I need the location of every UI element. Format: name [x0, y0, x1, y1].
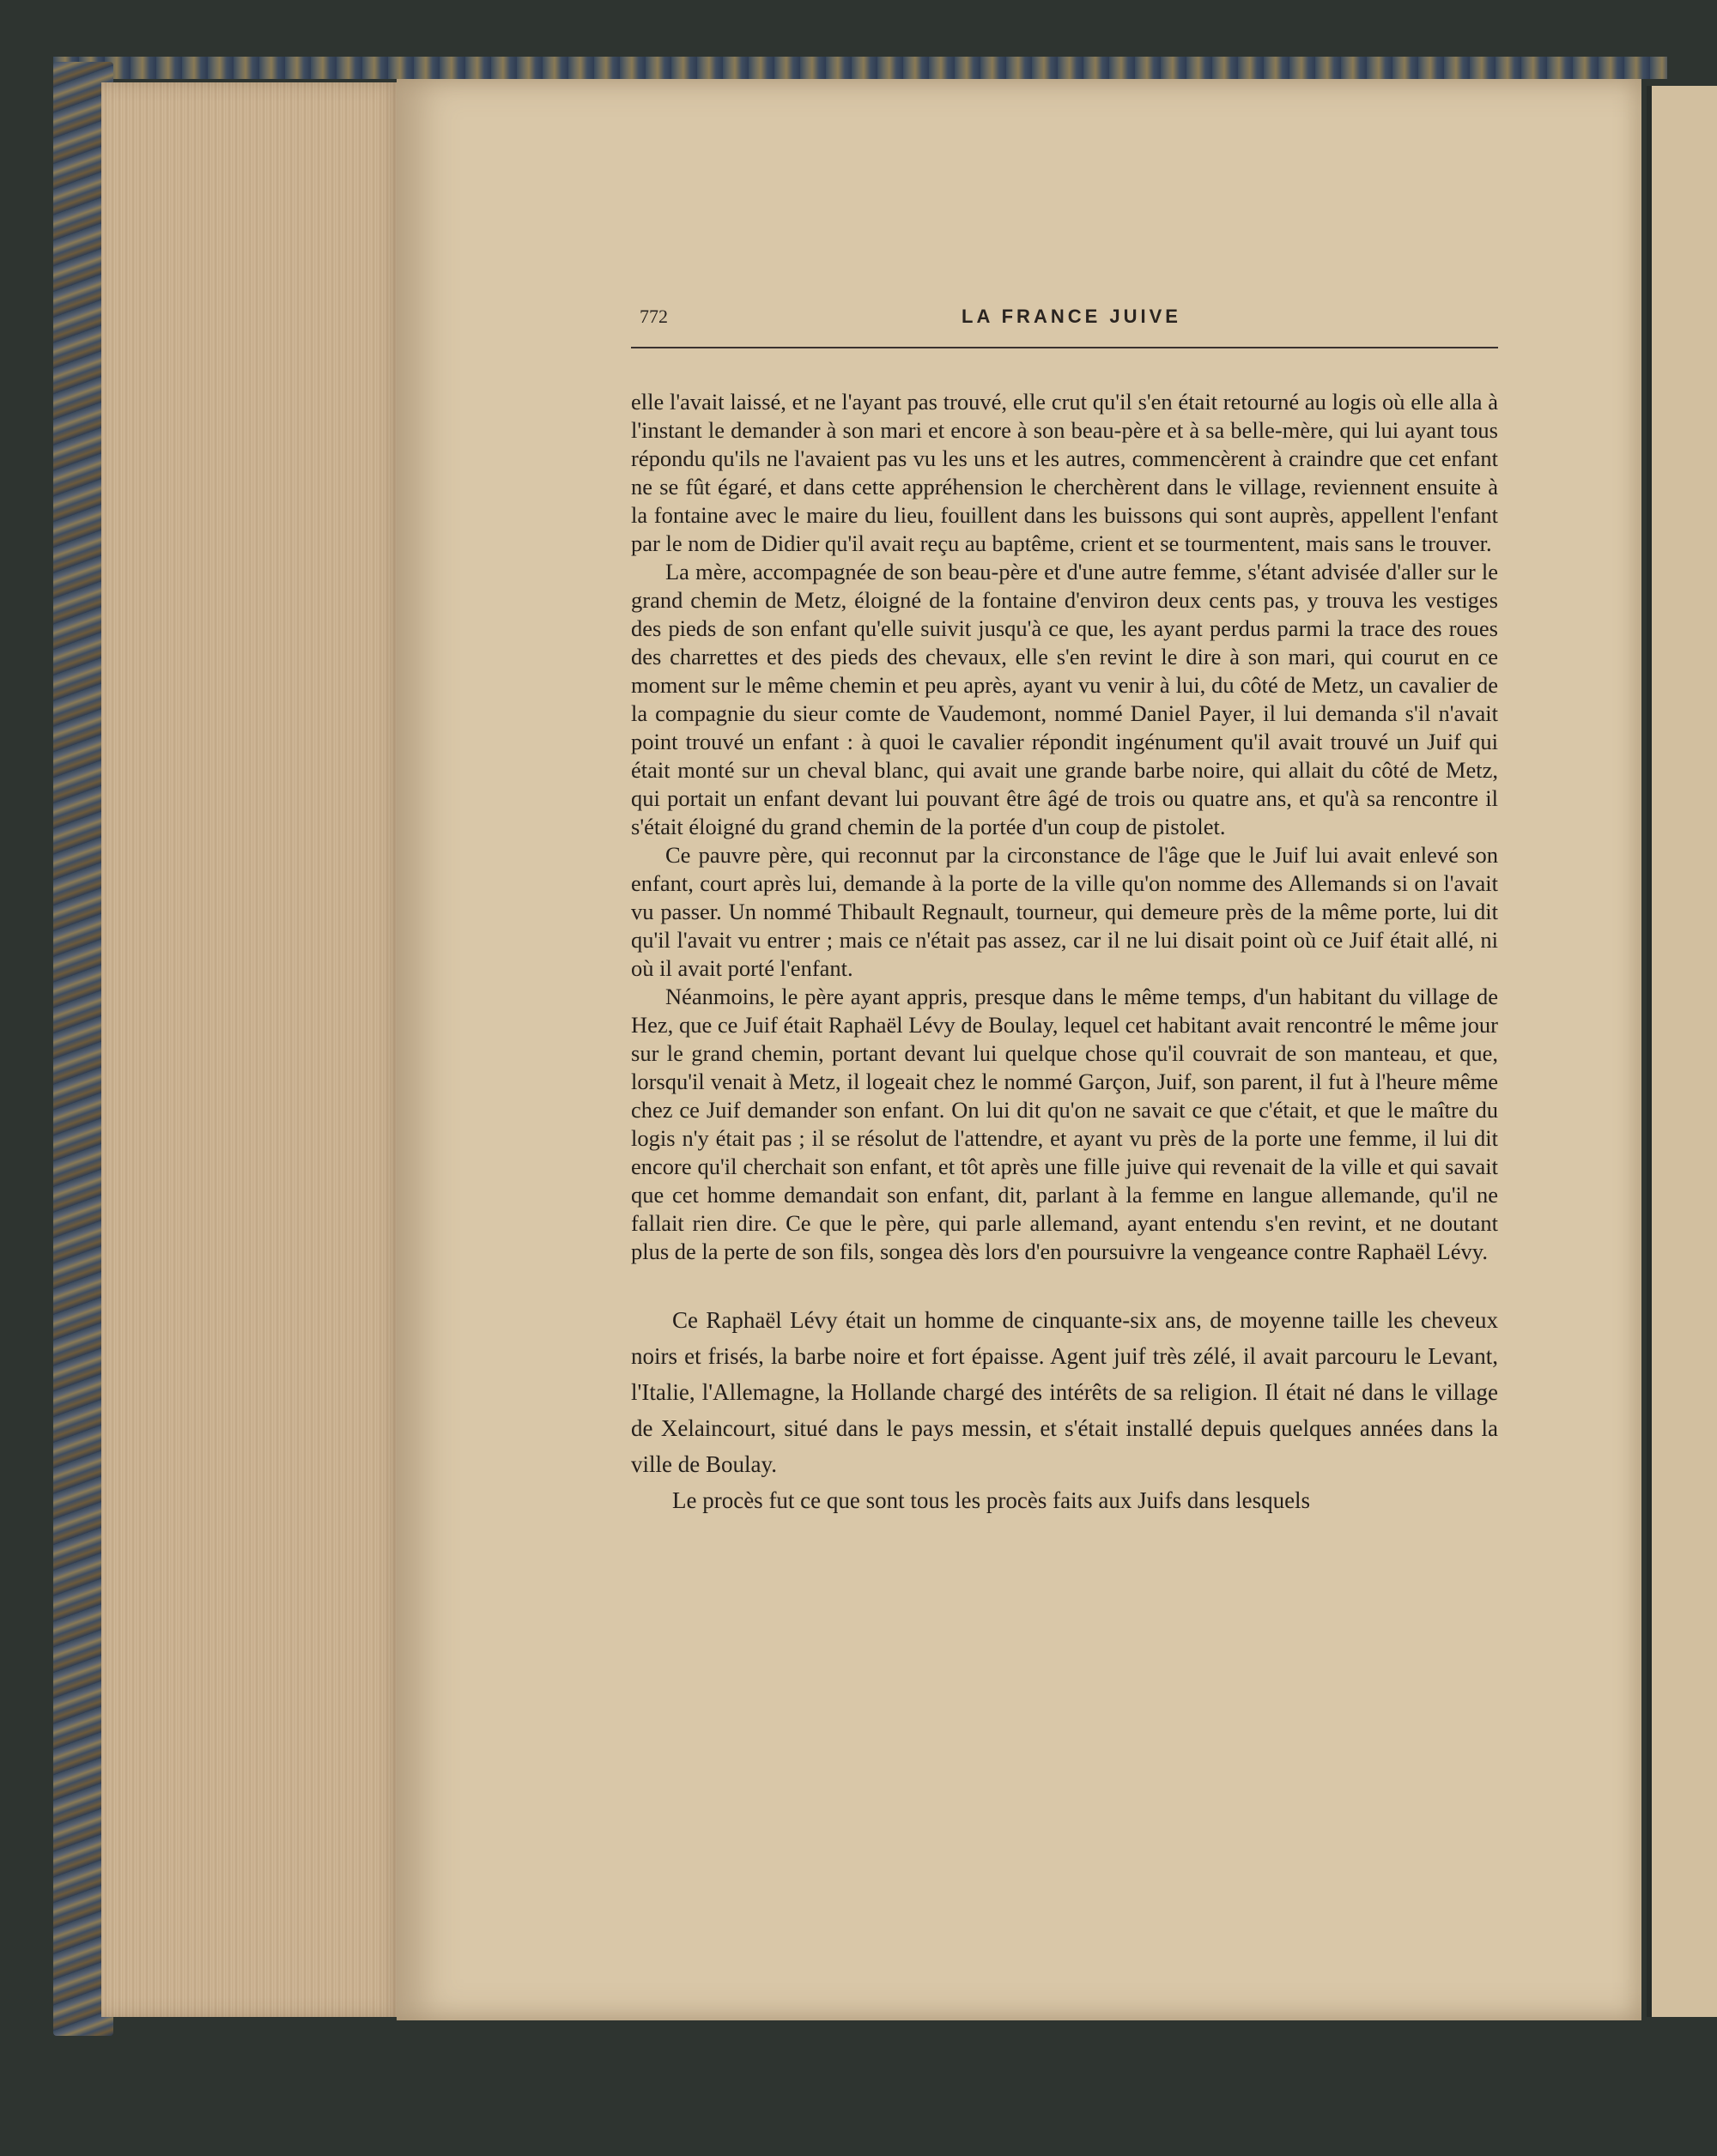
page-text	[631, 388, 1498, 1518]
facing-page-edge	[1647, 86, 1717, 2017]
header-rule	[631, 347, 1498, 348]
quoted-paragraph: Néanmoins, le père ayant appris, presque dans le même temps, d'un habitant du village de Hez, que ce Juif était Raphaël Lévy de Boulay, lequel cet habitant avait rencontré le même jour sur le grand chemin, portant devant lui quelque chose qu'il couvrait de son manteau, et que, lorsqu'il venait à Metz, il logeait chez le nommé Garçon, Juif, son parent, il fut à l'heure même chez ce Juif demander son enfant. On lui dit qu'on ne savait ce que c'était, et que le maître du logis n'y était pas ; il se résolut de l'attendre, et ayant vu près de la porte une femme, il lui dit encore qu'il cherchait son enfant, et tôt après une fille juive qui revenait de la ville et qui savait que cet homme demandait son enfant, dit, parlant à la femme en langue allemande, qu'il ne fallait rien dire. Ce que le père, qui parle allemand, ayant entendu s'en revint, et ne doutant plus de la perte de son fils, songea dès lors d'en poursuivre la vengeance contre Raphaël Lévy.	[631, 984, 1498, 1264]
quoted-paragraph: elle l'avait laissé, et ne l'ayant pas trouvé, elle crut qu'il s'en était retourné au logis où elle alla à l'instant le demander à son mari et encore à son beau-père et à sa belle-mère, qui lui ayant tous répondu qu'ils ne l'avaient pas vu les uns et les autres, commencèrent à craindre que cet enfant ne se fût égaré, et dans cette appréhension le cherchèrent dans le village, reviennent ensuite à la fontaine avec le maire du lieu, fouillent dans les buissons qui sont auprès, appellent l'enfant par le nom de Didier qu'il avait reçu au baptême, crient et se tourmentent, mais sans le trouver.	[631, 389, 1498, 556]
running-title: LA FRANCE JUIVE	[962, 306, 1181, 327]
body-paragraph: Ce Raphaël Lévy était un homme de cinquante-six ans, de moyenne taille les cheveux noirs et frisés, la barbe noire et fort épaisse. Agent juif très zélé, il avait parcouru le Levant, l'Italie, l'Allemagne, la Hollande chargé des intérêts de sa religion. Il était né dans le village de Xelaincourt, situé dans le pays messin, et s'était installé depuis quelques années dans la ville de Boulay.	[631, 1307, 1498, 1477]
body-paragraph: Le procès fut ce que sont tous les procès faits aux Juifs dans lesquels	[672, 1487, 1311, 1513]
page-header	[640, 306, 1498, 340]
section-gap	[631, 1266, 1498, 1302]
page-number: 772	[640, 306, 668, 327]
page-stack-edges	[101, 82, 402, 2017]
quoted-paragraph: Ce pauvre père, qui reconnut par la circonstance de l'âge que le Juif lui avait enlevé son enfant, court après lui, demande à la porte de la ville qu'on nomme des Allemands si on l'avait vu passer. Un nommé Thibault Regnault, tourneur, qui demeure près de la même porte, lui dit qu'il l'avait vu entrer ; mais ce n'était pas assez, car il ne lui disait point où ce Juif était allé, ni où il avait porté l'enfant.	[631, 842, 1498, 981]
book-cover-top-edge	[53, 57, 1667, 79]
quoted-paragraph: La mère, accompagnée de son beau-père et d'une autre femme, s'étant advisée d'aller sur le grand chemin de Metz, éloigné de la fontaine d'environ deux cents pas, y trouva les vestiges des pieds de son enfant qu'elle suivit jusqu'à ce que, les ayant perdus parmi la trace des roues des charrettes et des pieds des chevaux, elle s'en revint le dire à son mari, qui courut en ce moment sur le même chemin et peu après, ayant vu venir à lui, du côté de Metz, un cavalier de la compagnie du sieur comte de Vaudemont, nommé Daniel Payer, il lui demanda s'il n'avait point trouvé un enfant : à quoi le cavalier répondit ingénument qu'il avait trouvé un Juif qui était monté sur un cheval blanc, qui avait une grande barbe noire, qui allait du côté de Metz, qui portait un enfant devant lui pouvant être âgé de trois ou quatre ans, et qu'à sa rencontre il s'était éloigné du grand chemin de la portée d'un coup de pistolet.	[631, 559, 1498, 839]
